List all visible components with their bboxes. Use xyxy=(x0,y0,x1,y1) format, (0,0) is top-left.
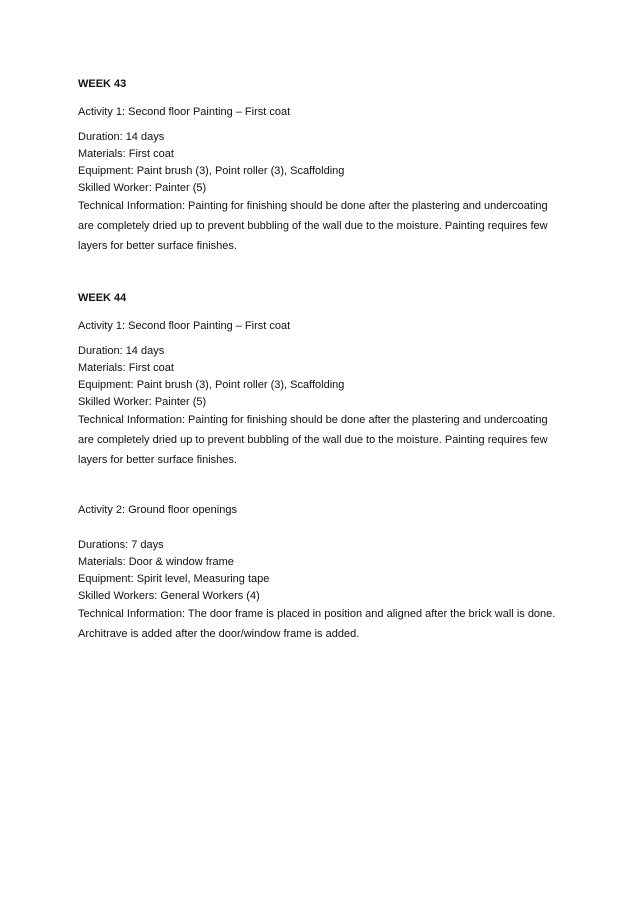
week-44-activity-1-equipment: Equipment: Paint brush (3), Point roller (3), Scaffolding xyxy=(78,379,345,391)
week-44-title: WEEK 44 xyxy=(78,292,127,304)
week-43-activity-1-title: Activity 1: Second floor Painting – First coat xyxy=(78,106,291,118)
week-43-activity-1-duration: Duration: 14 days xyxy=(78,131,165,143)
week-44-activity-1-technical: Technical Information: Painting for finishing should be done after the plastering and undercoating are completely dried up to prevent bubbling of the wall due to the moisture. Painting requires few layers for better surface finishes. xyxy=(78,414,548,466)
week-43-activity-1-materials: Materials: First coat xyxy=(78,148,174,160)
week-44-activity-1-title: Activity 1: Second floor Painting – First coat xyxy=(78,320,291,332)
week-44-activity-2-title: Activity 2: Ground floor openings xyxy=(78,504,237,516)
week-44-activity-2-equipment: Equipment: Spirit level, Measuring tape xyxy=(78,573,270,585)
spacer xyxy=(78,256,558,290)
week-43-activity-1-equipment: Equipment: Paint brush (3), Point roller (3), Scaffolding xyxy=(78,165,345,177)
week-44-activity-2-duration: Durations: 7 days xyxy=(78,539,164,551)
spacer xyxy=(78,527,558,537)
document-content xyxy=(78,76,558,644)
week-44-activity-2-technical: Technical Information: The door frame is placed in position and aligned after the brick wall is done. Architrave is added after the door/window frame is added. xyxy=(78,608,556,640)
spacer xyxy=(78,470,558,502)
week-44-activity-1-duration: Duration: 14 days xyxy=(78,345,165,357)
week-44-activity-2-materials: Materials: Door & window frame xyxy=(78,556,234,568)
week-43-activity-1-workers: Skilled Worker: Painter (5) xyxy=(78,182,207,194)
week-43-activity-1-technical: Technical Information: Painting for finishing should be done after the plastering and undercoating are completely dried up to prevent bubbling of the wall due to the moisture. Painting requires few layers for better surface finishes. xyxy=(78,200,548,252)
week-44-activity-1-materials: Materials: First coat xyxy=(78,362,174,374)
week-43-title: WEEK 43 xyxy=(78,78,127,90)
week-44-activity-2-workers: Skilled Workers: General Workers (4) xyxy=(78,590,260,602)
week-44-activity-1-workers: Skilled Worker: Painter (5) xyxy=(78,396,207,408)
